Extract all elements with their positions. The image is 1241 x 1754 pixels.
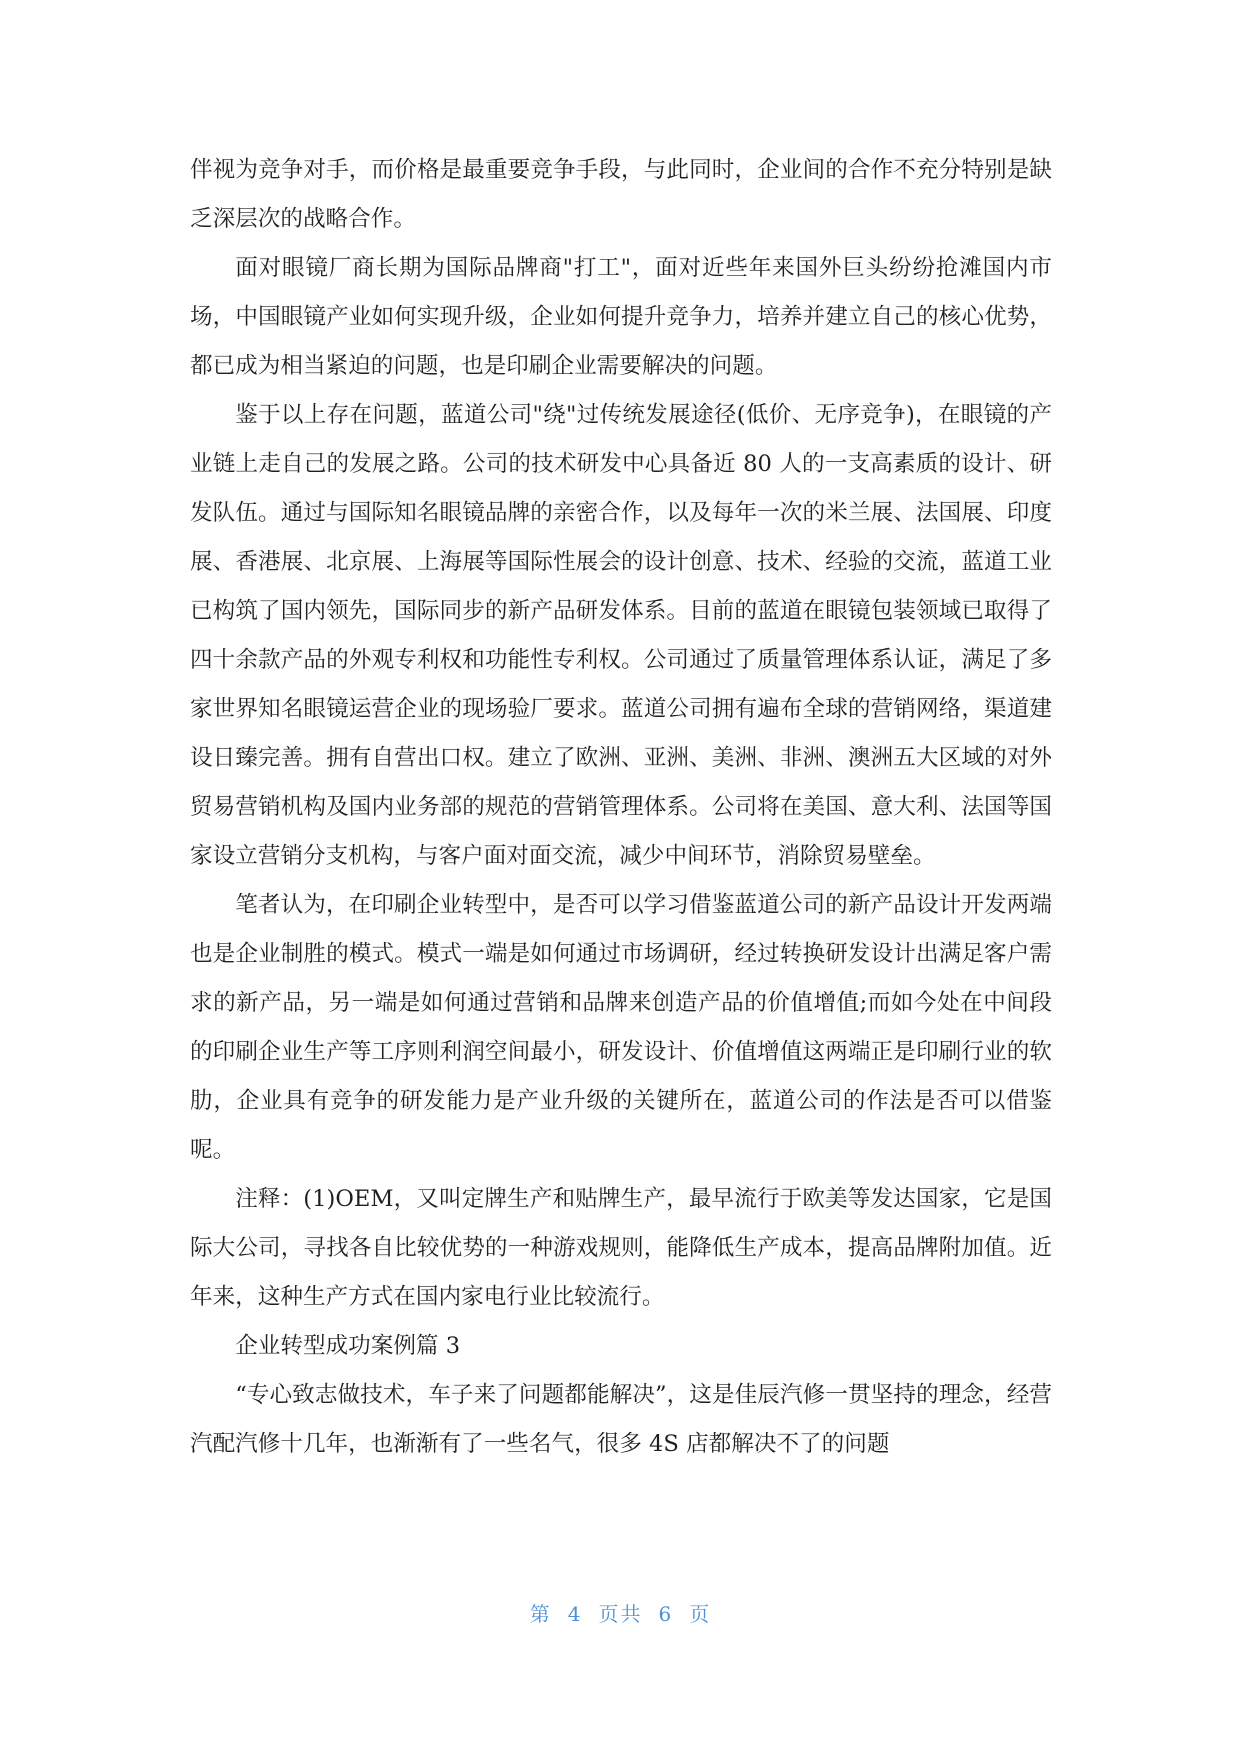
paragraph-note: 注释：(1)OEM，又叫定牌生产和贴牌生产，最早流行于欧美等发达国家，它是国际大公司，寻找各自比较优势的一种游戏规则，能降低生产成本，提高品牌附加值。近年来，这种生产方式在国内家电行业比较流行。 <box>190 1186 1052 1310</box>
footer-middle: 页共 <box>598 1602 643 1626</box>
footer-total-pages: 6 <box>658 1602 674 1626</box>
paragraph-jiachen-intro: “专心致志做技术，车子来了问题都能解决”，这是佳辰汽修一贯坚持的理念，经营汽配汽修十几年，也渐渐有了一些名气，很多 4S 店都解决不了的问题 <box>190 1382 1052 1457</box>
page-footer <box>0 1598 1241 1627</box>
footer-suffix: 页 <box>689 1602 712 1626</box>
paragraph-author-opinion: 笔者认为，在印刷企业转型中，是否可以学习借鉴蓝道公司的新产品设计开发两端也是企业制胜的模式。模式一端是如何通过市场调研，经过转换研发设计出满足客户需求的新产品，另一端是如何通过营销和品牌来创造产品的价值增值;而如今处在中间段的印刷企业生产等工序则利润空间最小，研发设计、价值增值这两端正是印刷行业的软肋，企业具有竞争的研发能力是产业升级的关键所在，蓝道公司的作法是否可以借鉴呢。 <box>190 892 1052 1163</box>
footer-prefix: 第 <box>529 1602 552 1626</box>
document-body <box>190 146 1052 1469</box>
paragraph-eyewear-industry: 面对眼镜厂商长期为国际品牌商"打工"，面对近些年来国外巨头纷纷抢滩国内市场，中国眼镜产业如何实现升级，企业如何提升竞争力，培养并建立自己的核心优势，都已成为相当紧迫的问题，也是印刷企业需要解决的问题。 <box>190 255 1052 379</box>
paragraph-landao-company: 鉴于以上存在问题，蓝道公司"绕"过传统发展途径(低价、无序竞争)，在眼镜的产业链上走自己的发展之路。公司的技术研发中心具备近 80 人的一支高素质的设计、研发队伍。通过与国际知名眼镜品牌的亲密合作，以及每年一次的米兰展、法国展、印度展、香港展、北京展、上海展等国际性展会的设计创意、技术、经验的交流，蓝道工业已构筑了国内领先，国际同步的新产品研发体系。目前的蓝道在眼镜包装领域已取得了四十余款产品的外观专利权和功能性专利权。公司通过了质量管理体系认证，满足了多家世界知名眼镜运营企业的现场验厂要求。蓝道公司拥有遍布全球的营销网络，渠道建设日臻完善。拥有自营出口权。建立了欧洲、亚洲、美洲、非洲、澳洲五大区域的对外贸易营销机构及国内业务部的规范的营销管理体系。公司将在美国、意大利、法国等国家设立营销分支机构，与客户面对面交流，减少中间环节，消除贸易壁垒。 <box>190 402 1052 869</box>
section-heading: 企业转型成功案例篇 3 <box>235 1333 461 1359</box>
footer-current-page: 4 <box>567 1602 583 1626</box>
paragraph-continuation: 伴视为竞争对手，而价格是最重要竞争手段，与此同时，企业间的合作不充分特别是缺乏深层次的战略合作。 <box>190 157 1052 232</box>
